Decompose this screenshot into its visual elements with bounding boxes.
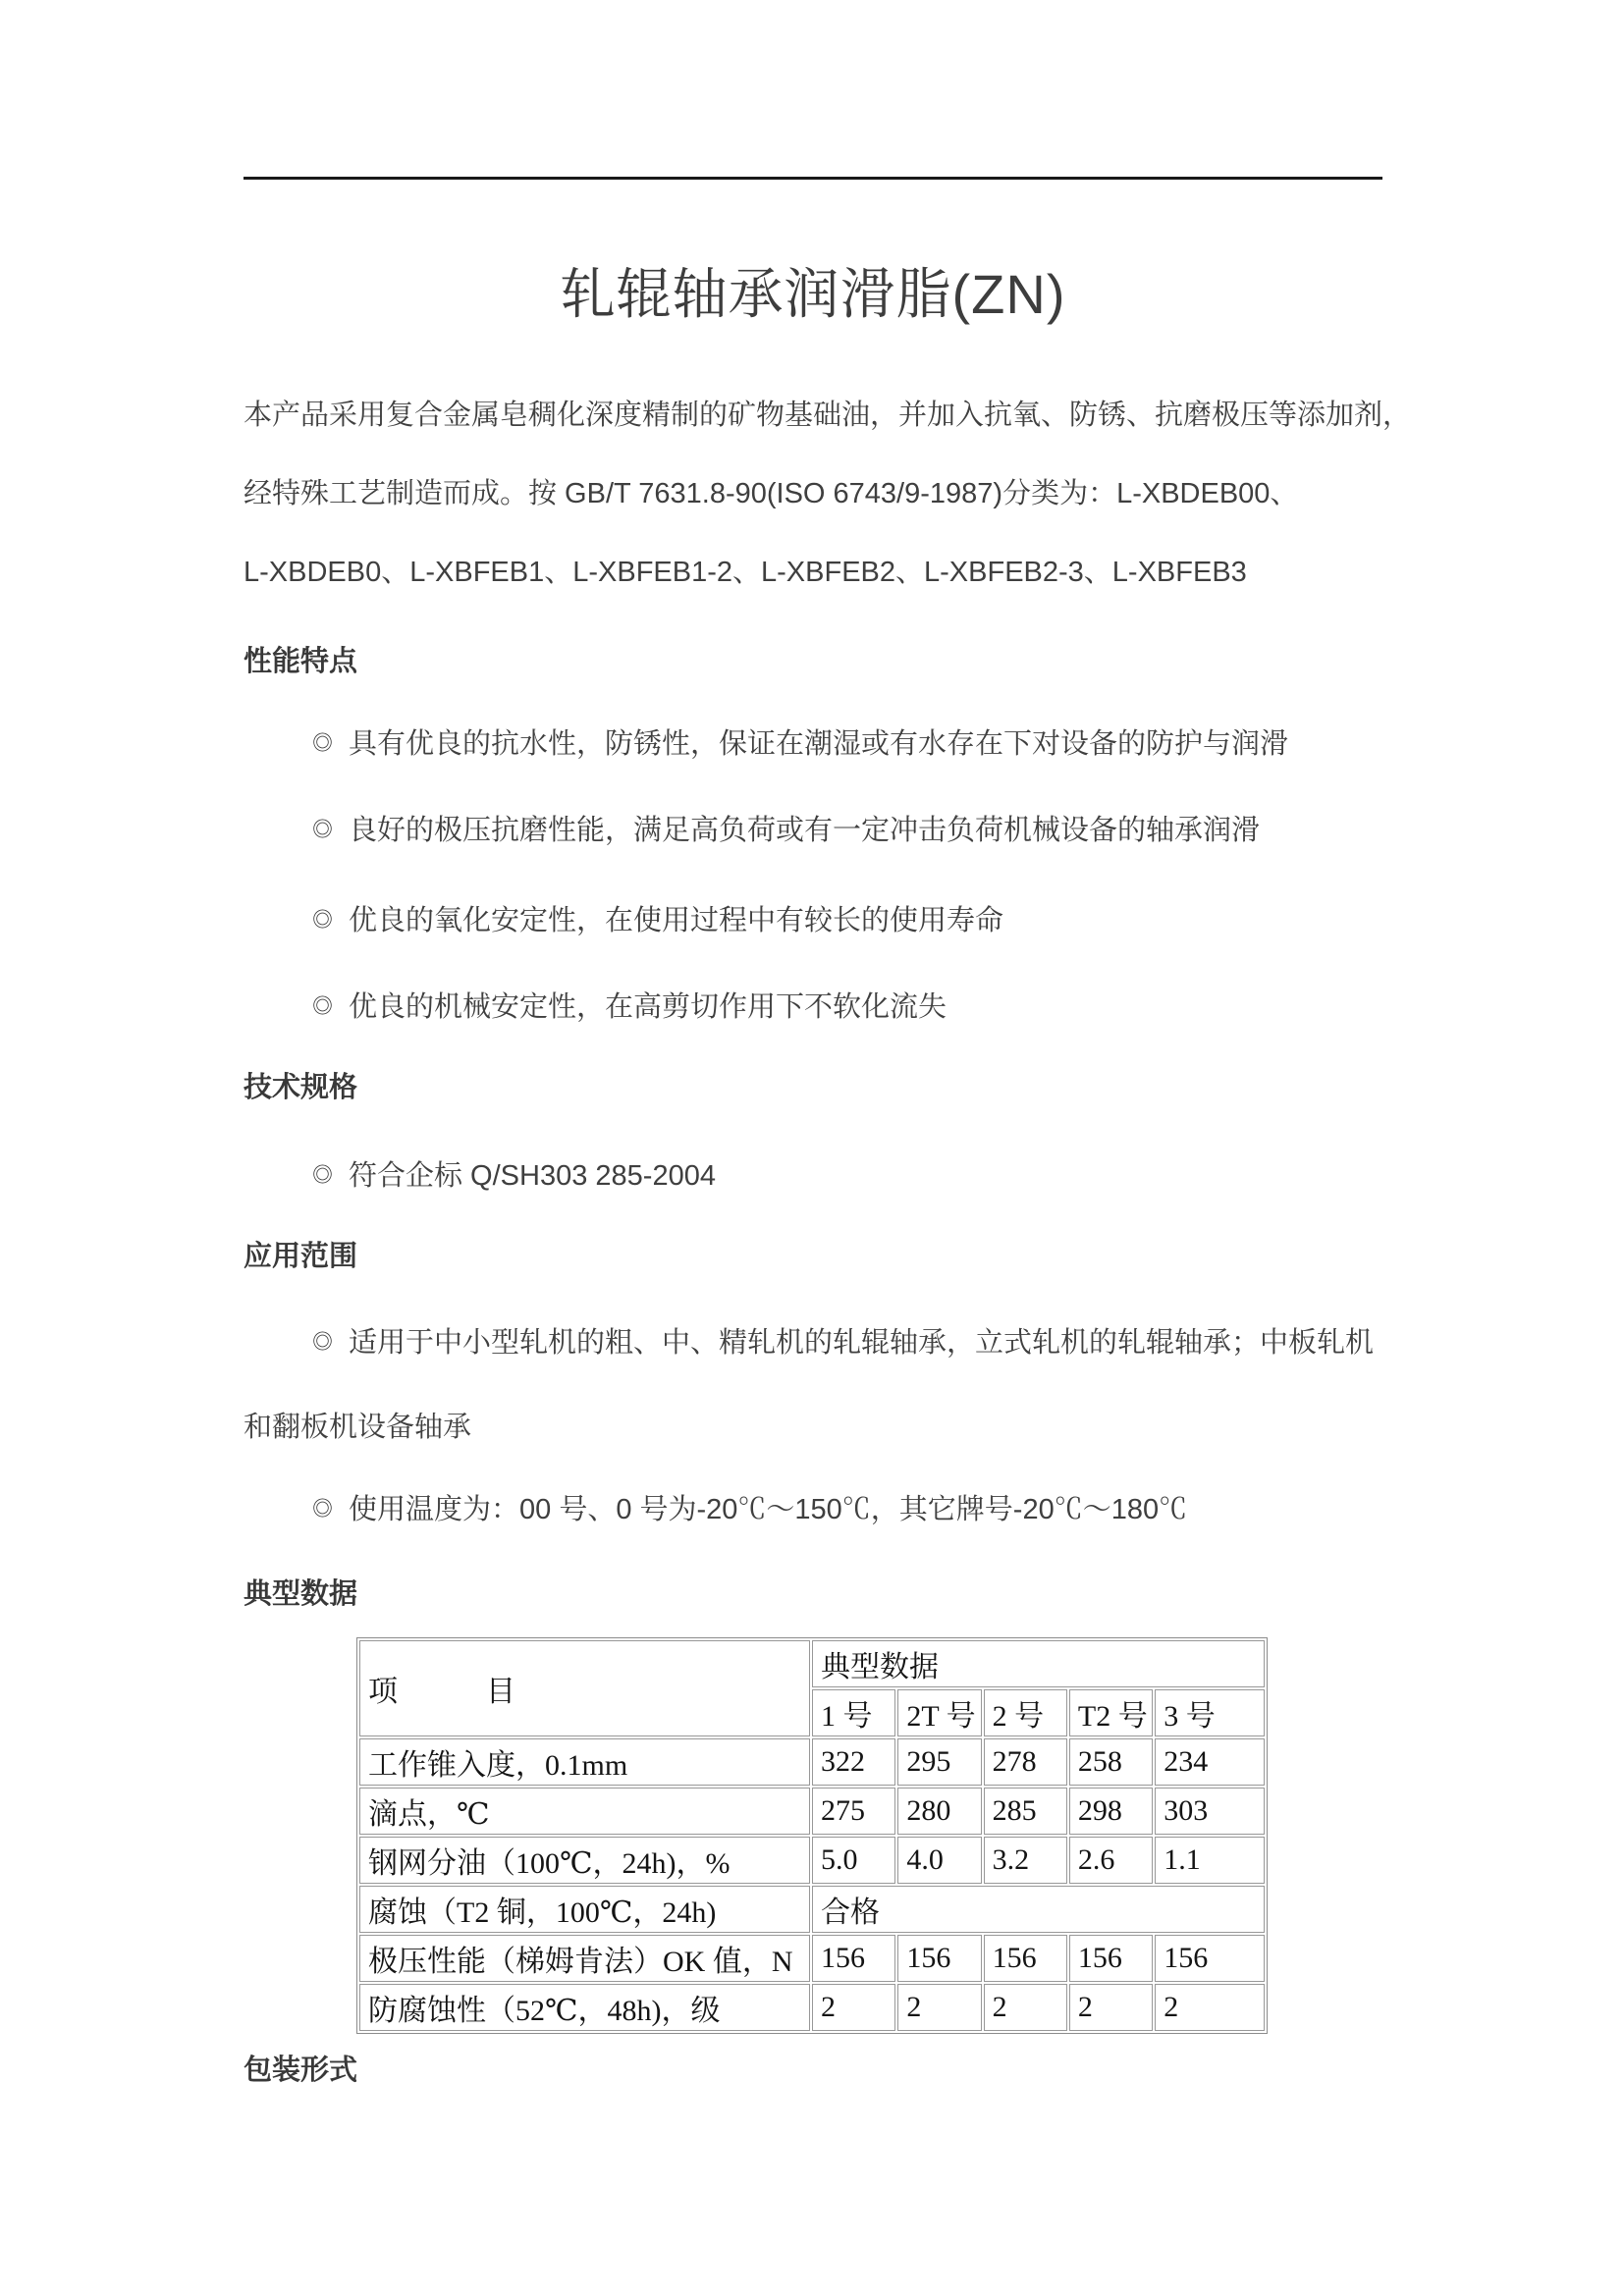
row-label: 工作锥入度，0.1mm bbox=[359, 1738, 810, 1786]
section-heading-typical-data: 典型数据 bbox=[244, 1578, 358, 1610]
cell-value: 2.6 bbox=[1069, 1837, 1153, 1884]
feature-item bbox=[312, 726, 1288, 762]
feature-item-text: 优良的机械安定性，在高剪切作用下不软化流失 bbox=[349, 991, 947, 1023]
cell-value: 275 bbox=[812, 1788, 895, 1835]
cell-value: 156 bbox=[812, 1935, 895, 1982]
application-item bbox=[312, 1325, 1374, 1361]
cell-value: 2 bbox=[812, 1984, 895, 2031]
cell-value-merged: 合格 bbox=[812, 1886, 1265, 1933]
cell-value: 2 bbox=[984, 1984, 1067, 2031]
bullet-icon: ◎ bbox=[312, 909, 333, 932]
bullet-icon: ◎ bbox=[312, 819, 333, 841]
table-row bbox=[359, 1738, 1265, 1786]
table-header-grade: 1 号 bbox=[812, 1689, 895, 1736]
row-label: 腐蚀（T2 铜，100℃，24h) bbox=[359, 1886, 810, 1933]
cell-value: 1.1 bbox=[1155, 1837, 1265, 1884]
intro-line-1: 本产品采用复合金属皂稠化深度精制的矿物基础油，并加入抗氧、防锈、抗磨极压等添加剂， bbox=[244, 400, 1412, 431]
cell-value: 2 bbox=[1155, 1984, 1265, 2031]
table-row bbox=[359, 1935, 1265, 1982]
table-header-item: 项 目 bbox=[359, 1640, 810, 1736]
row-label: 钢网分油（100℃，24h)，% bbox=[359, 1837, 810, 1884]
cell-value: 280 bbox=[897, 1788, 981, 1835]
table-row bbox=[359, 1788, 1265, 1835]
feature-item-text: 良好的极压抗磨性能，满足高负荷或有一定冲击负荷机械设备的轴承润滑 bbox=[349, 815, 1261, 846]
table-header-grade: 3 号 bbox=[1155, 1689, 1265, 1736]
feature-item bbox=[312, 903, 1003, 938]
cell-value: 298 bbox=[1069, 1788, 1153, 1835]
header-rule bbox=[244, 177, 1382, 180]
cell-value: 295 bbox=[897, 1738, 981, 1786]
cell-value: 322 bbox=[812, 1738, 895, 1786]
typical-data-table bbox=[356, 1637, 1268, 2034]
section-heading-packaging: 包装形式 bbox=[244, 2055, 358, 2086]
intro-line-3: L-XBDEB0、L-XBFEB1、L-XBFEB1-2、L-XBFEB2、L-XBFEB2-3、L-XBFEB3 bbox=[244, 557, 1247, 588]
section-heading-features: 性能特点 bbox=[244, 646, 358, 677]
row-label: 极压性能（梯姆肯法）OK 值，N bbox=[359, 1935, 810, 1982]
section-heading-specs: 技术规格 bbox=[244, 1072, 358, 1103]
cell-value: 278 bbox=[984, 1738, 1067, 1786]
cell-value: 285 bbox=[984, 1788, 1067, 1835]
cell-value: 5.0 bbox=[812, 1837, 895, 1884]
section-heading-application: 应用范围 bbox=[244, 1241, 358, 1272]
table-header-grade: 2T 号 bbox=[897, 1689, 981, 1736]
cell-value: 156 bbox=[1155, 1935, 1265, 1982]
cell-value: 234 bbox=[1155, 1738, 1265, 1786]
application-item bbox=[312, 1492, 1187, 1527]
row-label: 滴点，℃ bbox=[359, 1788, 810, 1835]
cell-value: 303 bbox=[1155, 1788, 1265, 1835]
application-item-continuation: 和翻板机设备轴承 bbox=[244, 1412, 472, 1443]
cell-value: 2 bbox=[897, 1984, 981, 2031]
cell-value: 156 bbox=[1069, 1935, 1153, 1982]
table-header-grade: 2 号 bbox=[984, 1689, 1067, 1736]
spec-item-text: 符合企标 Q/SH303 285-2004 bbox=[349, 1160, 716, 1192]
table-header-grade: T2 号 bbox=[1069, 1689, 1153, 1736]
bullet-icon: ◎ bbox=[312, 1164, 333, 1187]
table-header-row-group bbox=[359, 1640, 1265, 1687]
cell-value: 2 bbox=[1069, 1984, 1153, 2031]
table-header-group: 典型数据 bbox=[812, 1640, 1265, 1687]
bullet-icon: ◎ bbox=[312, 1498, 333, 1521]
application-item-text: 使用温度为：00 号、0 号为-20℃～150℃，其它牌号-20℃～180℃ bbox=[349, 1494, 1188, 1525]
table-row bbox=[359, 1837, 1265, 1884]
cell-value: 3.2 bbox=[984, 1837, 1067, 1884]
bullet-icon: ◎ bbox=[312, 732, 333, 755]
table-row bbox=[359, 1984, 1265, 2031]
page-title: 轧辊轴承润滑脂(ZN) bbox=[560, 263, 1066, 325]
feature-item bbox=[312, 989, 947, 1025]
application-item-text: 适用于中小型轧机的粗、中、精轧机的轧辊轴承，立式轧机的轧辊轴承；中板轧机 bbox=[349, 1327, 1375, 1359]
cell-value: 156 bbox=[984, 1935, 1067, 1982]
spec-item bbox=[312, 1158, 716, 1194]
intro-line-2: 经特殊工艺制造而成。按 GB/T 7631.8-90(ISO 6743/9-1987)分类为：L-XBDEB00、 bbox=[244, 478, 1299, 509]
cell-value: 156 bbox=[897, 1935, 981, 1982]
bullet-icon: ◎ bbox=[312, 1331, 333, 1354]
feature-item-text: 具有优良的抗水性，防锈性，保证在潮湿或有水存在下对设备的防护与润滑 bbox=[349, 728, 1289, 760]
cell-value: 258 bbox=[1069, 1738, 1153, 1786]
table-row bbox=[359, 1886, 1265, 1933]
feature-item-text: 优良的氧化安定性，在使用过程中有较长的使用寿命 bbox=[349, 905, 1004, 936]
row-label: 防腐蚀性（52℃，48h)，级 bbox=[359, 1984, 810, 2031]
cell-value: 4.0 bbox=[897, 1837, 981, 1884]
feature-item bbox=[312, 813, 1260, 848]
bullet-icon: ◎ bbox=[312, 995, 333, 1018]
